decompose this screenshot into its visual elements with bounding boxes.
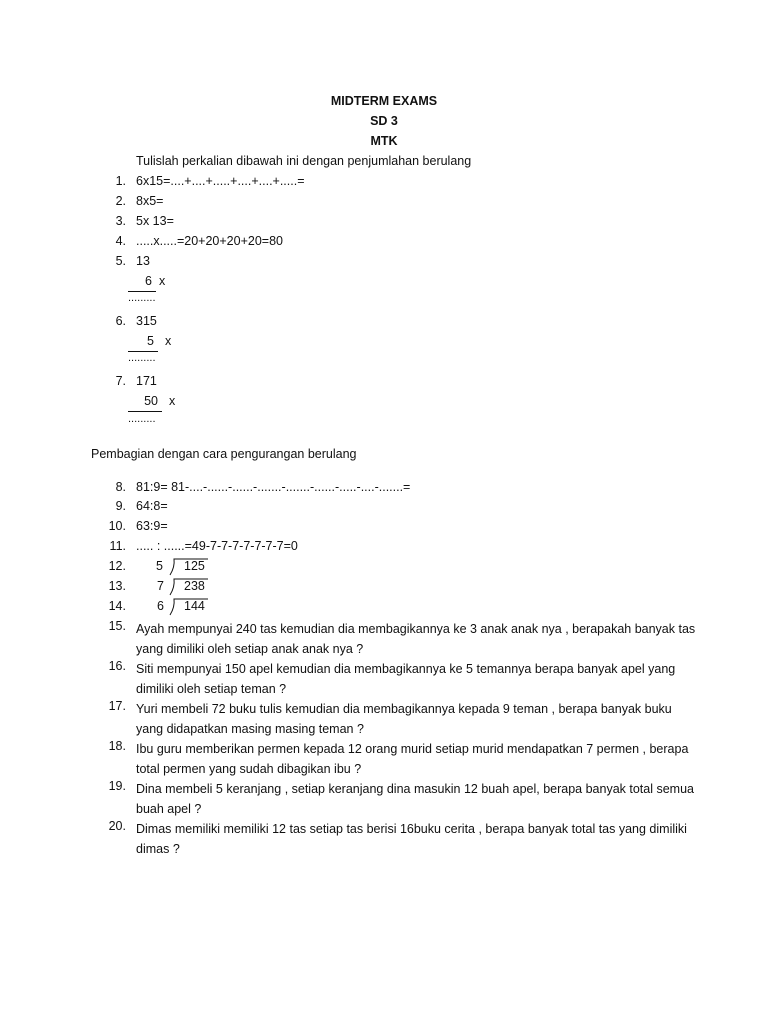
question-number: 17. [108, 699, 126, 713]
long-division-bracket [168, 578, 208, 596]
multiply-sign: x [165, 334, 172, 348]
multiplier: 50 [128, 394, 162, 412]
multiplicand: 13 [136, 254, 150, 268]
question-number: 6. [115, 314, 126, 328]
multiplicand: 171 [136, 374, 157, 388]
dividend: 125 [184, 559, 205, 573]
question-number: 11. [109, 539, 126, 553]
question-number: 5. [115, 254, 126, 268]
answer-blank: ......... [128, 352, 156, 364]
question-number: 19. [108, 779, 126, 793]
question-text: 81:9= 81-....-......-......-.......-.......-......-.....-....-.......= [136, 480, 411, 494]
long-division-bracket [168, 598, 208, 616]
divisor: 7 [157, 579, 164, 593]
question-number: 14. [108, 599, 126, 613]
word-problem: Dina membeli 5 keranjang , setiap keranjang dina masukin 12 buah apel, berapa banyak total semua buah apel ? [136, 782, 694, 816]
answer-blank: ......... [128, 413, 156, 425]
dividend: 144 [184, 599, 205, 613]
question-text: 63:9= [136, 519, 168, 533]
word-problem: Ayah mempunyai 240 tas kemudian dia membagikannya ke 3 anak anak nya , berapakah banyak tas yang dimiliki oleh setiap anak anak nya ? [136, 622, 696, 656]
question-text: 8x5= [136, 194, 164, 208]
word-problem: Yuri membeli 72 buku tulis kemudian dia membagikannya kepada 9 teman , berapa banyak buku yang didapatkan masing masing teman ? [136, 702, 672, 736]
divisor: 5 [156, 559, 163, 573]
question-number: 2. [115, 194, 126, 208]
question-text: ..... : ......=49-7-7-7-7-7-7-7=0 [136, 539, 298, 553]
question-number: 18. [108, 739, 126, 753]
dividend: 238 [184, 579, 205, 593]
question-number: 12. [108, 559, 126, 573]
section2-instruction: Pembagian dengan cara pengurangan berulang [91, 447, 357, 461]
question-number: 8. [115, 480, 126, 494]
question-number: 15. [108, 619, 126, 633]
word-problem: Ibu guru memberikan permen kepada 12 orang murid setiap murid mendapatkan 7 permen , berapa total permen yang sudah dibagikan ibu ? [136, 742, 689, 776]
question-number: 3. [115, 214, 126, 228]
question-text: 5x 13= [136, 214, 174, 228]
question-number: 7. [115, 374, 126, 388]
question-number: 4. [115, 234, 126, 248]
divisor: 6 [157, 599, 164, 613]
question-number: 10. [108, 519, 126, 533]
answer-blank: ......... [128, 292, 156, 304]
section1-instruction: Tulislah perkalian dibawah ini dengan penjumlahan berulang [136, 154, 472, 168]
word-problem: Dimas memiliki memiliki 12 tas setiap tas berisi 16buku cerita , berapa banyak total tas yang dimiliki dimas ? [136, 822, 687, 856]
multiplier: 6 [128, 274, 156, 292]
multiplier: 5 [128, 334, 158, 352]
multiply-sign: x [159, 274, 166, 288]
question-number: 1. [115, 174, 126, 188]
question-number: 20. [108, 819, 126, 833]
question-number: 9. [115, 499, 126, 513]
long-division-bracket [168, 558, 208, 576]
question-text: 64:8= [136, 499, 168, 513]
word-problem: Siti mempunyai 150 apel kemudian dia membagikannya ke 5 temannya berapa banyak apel yang dimiliki oleh setiap teman ? [136, 662, 676, 696]
question-text: .....x.....=20+20+20+20=80 [136, 234, 283, 248]
exam-title: MIDTERM EXAMS [330, 94, 438, 108]
question-text: 6x15=....+....+.....+....+....+.....= [136, 174, 305, 188]
exam-subject: MTK [370, 134, 398, 148]
exam-class: SD 3 [370, 114, 398, 128]
question-number: 13. [108, 579, 126, 593]
multiplicand: 315 [136, 314, 157, 328]
question-number: 16. [108, 659, 126, 673]
multiply-sign: x [169, 394, 176, 408]
